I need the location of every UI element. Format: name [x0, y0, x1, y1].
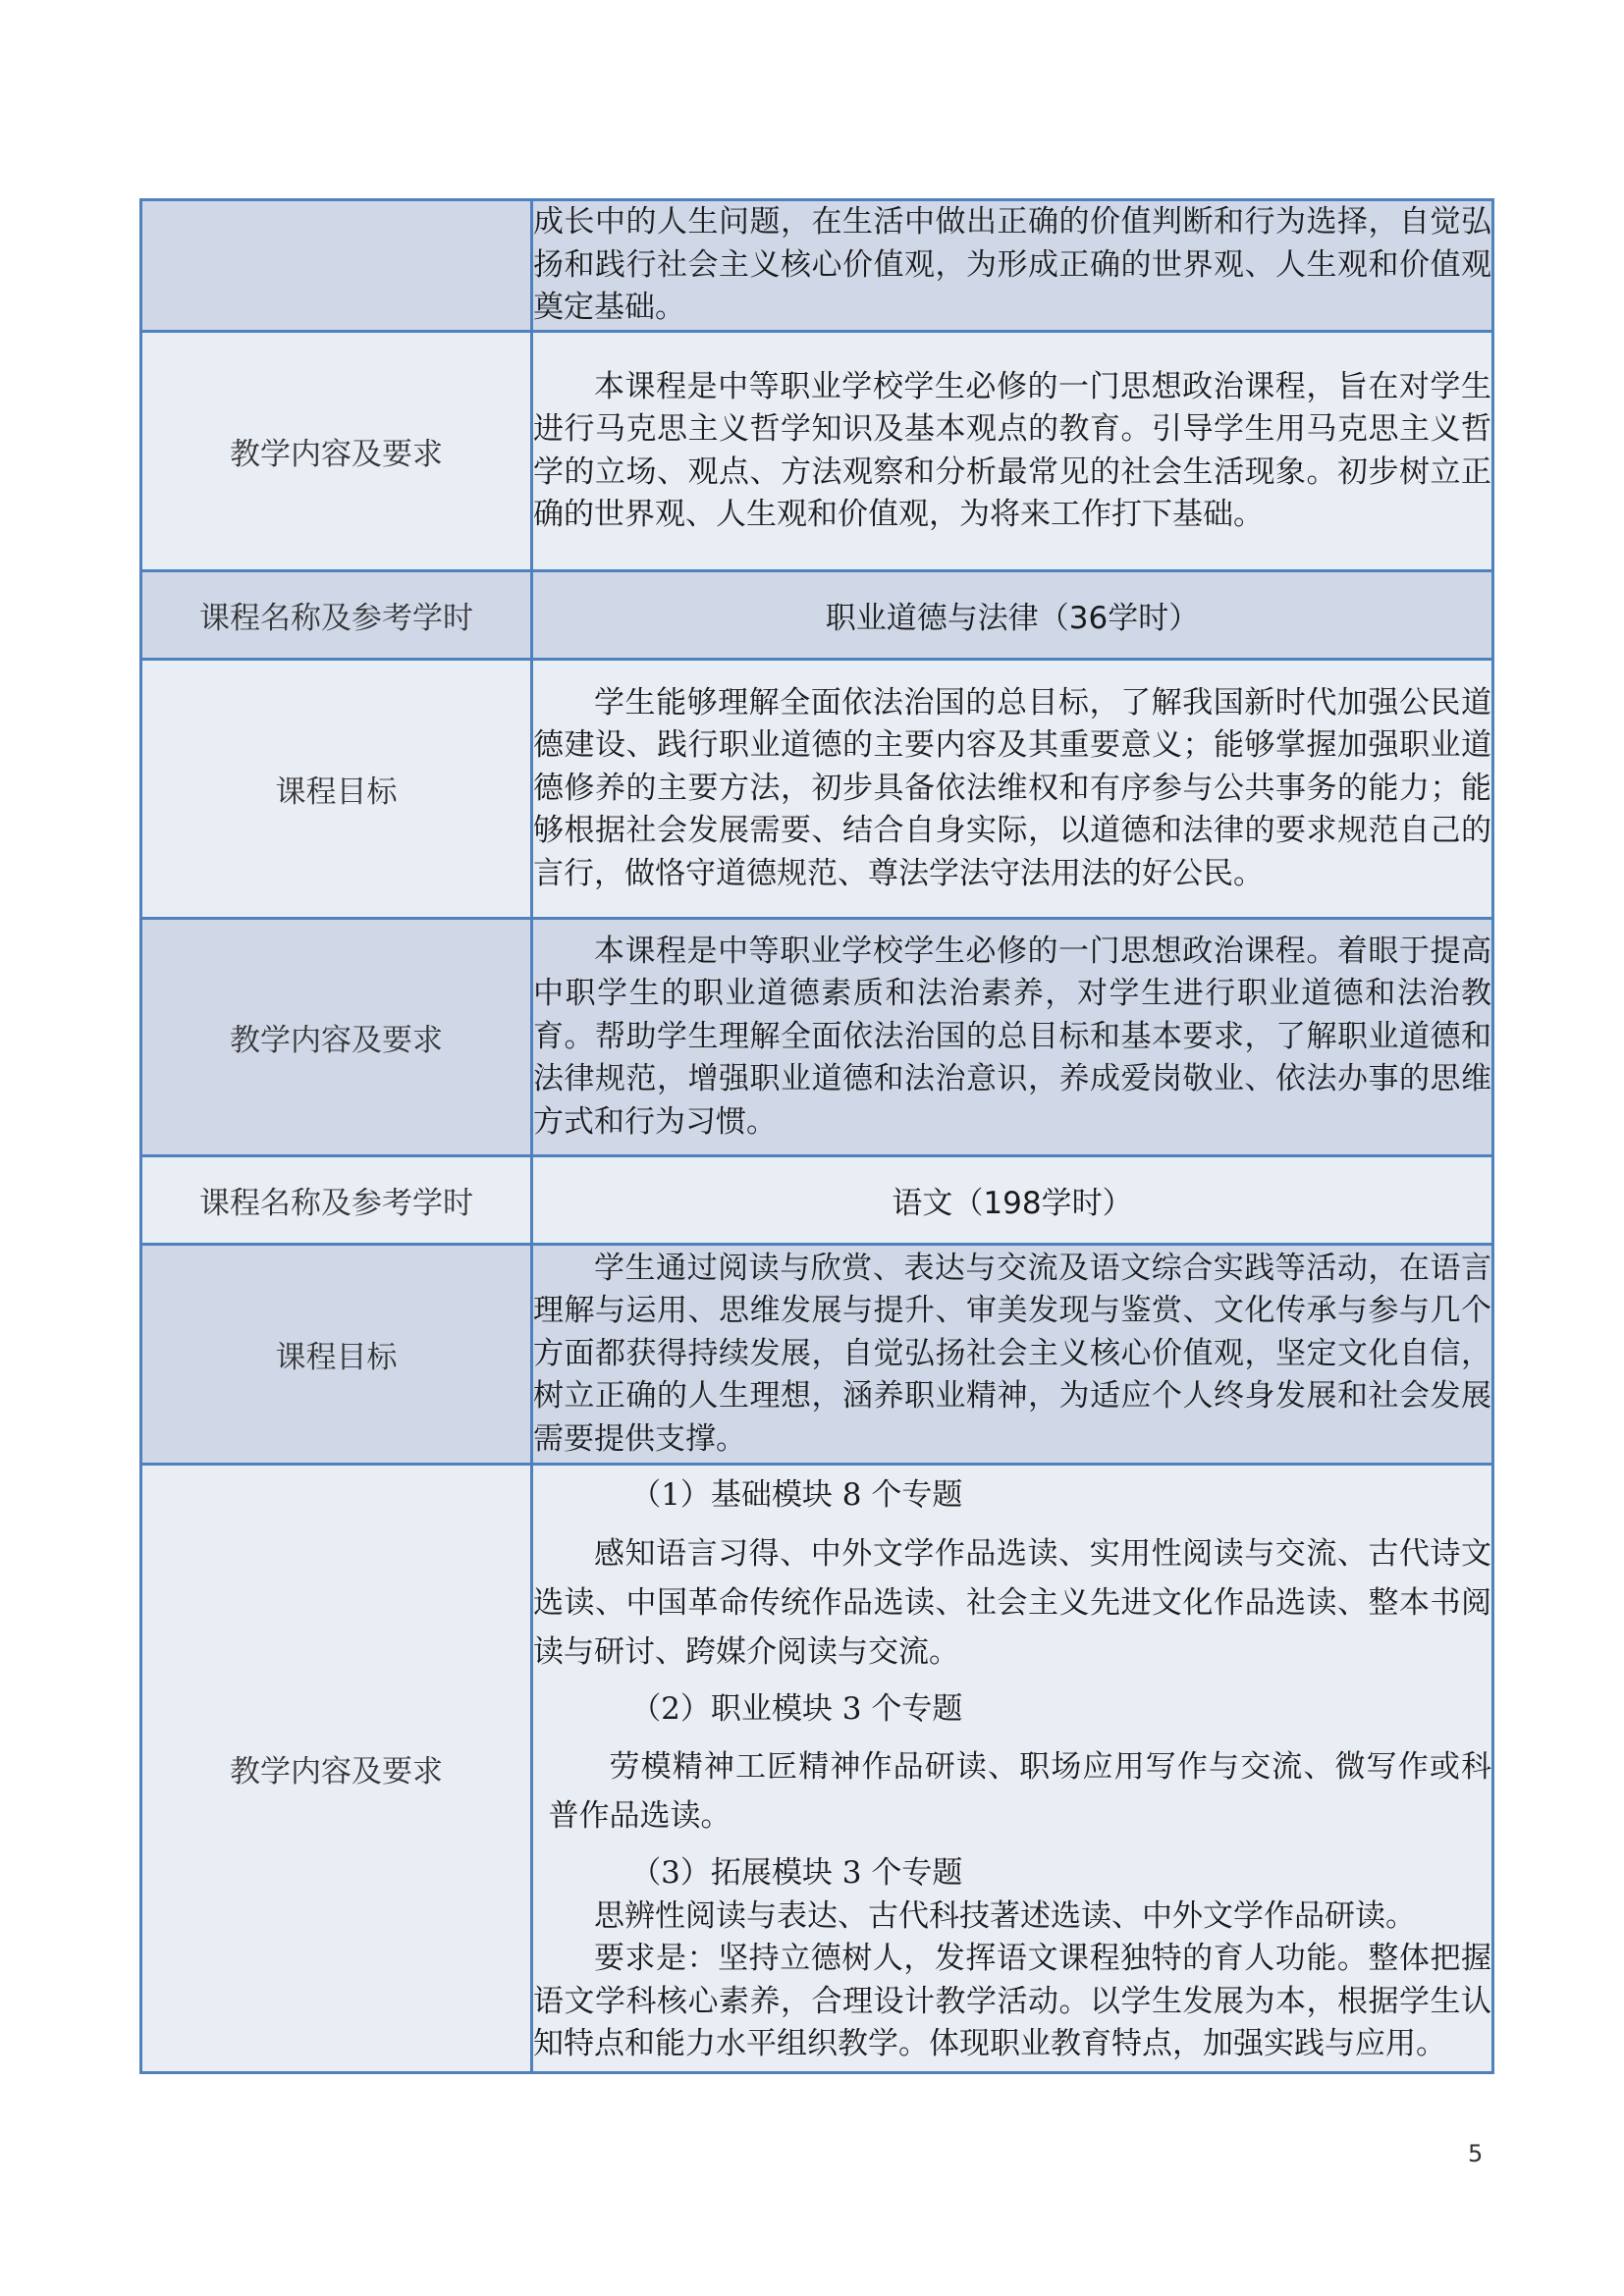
row-content — [532, 200, 1493, 332]
row-label: 课程目标 — [141, 1245, 532, 1465]
row-label: 教学内容及要求 — [141, 332, 532, 571]
module-title: （3）拓展模块 3 个专题 — [630, 1855, 963, 1892]
table-row — [141, 1245, 1493, 1465]
row-content — [532, 332, 1493, 571]
row-content — [532, 660, 1493, 919]
content-text: 学生通过阅读与欣赏、表达与交流及语文综合实践等活动，在语言理解与运用、思维发展与提升、审美发现与鉴赏、文化传承与参与几个方面都获得持续发展，自觉弘扬社会主义核心价值观，坚定文化自信，树立正确的人生理想，涵养职业精神，为适应个人终身发展和社会发展需要提供支撑。 — [533, 1250, 1491, 1457]
row-label: 课程目标 — [141, 660, 532, 919]
row-label: 教学内容及要求 — [141, 919, 532, 1156]
table-row — [141, 919, 1493, 1156]
requirement-text: 要求是：坚持立德树人，发挥语文课程独特的育人功能。整体把握语文学科核心素养，合理设计教学活动。以学生发展为本，根据学生认知特点和能力水平组织教学。体现职业教育特点，加强实践与应用。 — [533, 1941, 1491, 2062]
page-number: 5 — [1468, 2140, 1484, 2167]
table-row — [141, 1156, 1493, 1245]
course-title: 语文（198学时） — [532, 1156, 1493, 1245]
table-row — [141, 332, 1493, 571]
module-text: 劳模精神工匠精神作品研读、职场应用写作与交流、微写作或科普作品选读。 — [548, 1749, 1491, 1835]
module-text: 感知语言习得、中外文学作品选读、实用性阅读与交流、古代诗文选读、中国革命传统作品选读、社会主义先进文化作品选读、整本书阅读与研讨、跨媒介阅读与交流。 — [533, 1535, 1491, 1670]
content-text: 学生能够理解全面依法治国的总目标，了解我国新时代加强公民道德建设、践行职业道德的主要内容及其重要意义；能够掌握加强职业道德修养的主要方法，初步具备依法维权和有序参与公共事务的能力；能够根据社会发展需要、结合自身实际，以道德和法律的要求规范自己的言行，做恪守道德规范、尊法学法守法用法的好公民。 — [533, 684, 1491, 891]
course-title: 职业道德与法律（36学时） — [532, 571, 1493, 660]
row-label: 课程名称及参考学时 — [141, 1156, 532, 1245]
row-label: 课程名称及参考学时 — [141, 571, 532, 660]
table-row — [141, 1465, 1493, 2073]
row-content — [532, 1245, 1493, 1465]
table-row — [141, 200, 1493, 332]
module-title: （2）职业模块 3 个专题 — [630, 1690, 963, 1727]
row-content — [532, 1465, 1493, 2073]
table-row — [141, 660, 1493, 919]
content-text: 本课程是中等职业学校学生必修的一门思想政治课程，旨在对学生进行马克思主义哲学知识及基本观点的教育。引导学生用马克思主义哲学的立场、观点、方法观察和分析最常见的社会生活现象。初步树立正确的世界观、人生观和价值观，为将来工作打下基础。 — [533, 368, 1491, 532]
module-title: （1）基础模块 8 个专题 — [630, 1477, 963, 1514]
row-label — [141, 200, 532, 332]
course-table — [139, 198, 1494, 2074]
module-text: 思辨性阅读与表达、古代科技著述选读、中外文学作品研读。 — [594, 1897, 1416, 1934]
content-text: 本课程是中等职业学校学生必修的一门思想政治课程。着眼于提高中职学生的职业道德素质和法治素养，对学生进行职业道德和法治教育。帮助学生理解全面依法治国的总目标和基本要求，了解职业道德和法律规范，增强职业道德和法治意识，养成爱岗敬业、依法办事的思维方式和行为习惯。 — [533, 933, 1491, 1140]
row-label: 教学内容及要求 — [141, 1465, 532, 2073]
content-text: 成长中的人生问题，在生活中做出正确的价值判断和行为选择，自觉弘扬和践行社会主义核心价值观，为形成正确的世界观、人生观和价值观奠定基础。 — [533, 204, 1491, 326]
row-content — [532, 919, 1493, 1156]
table-row — [141, 571, 1493, 660]
